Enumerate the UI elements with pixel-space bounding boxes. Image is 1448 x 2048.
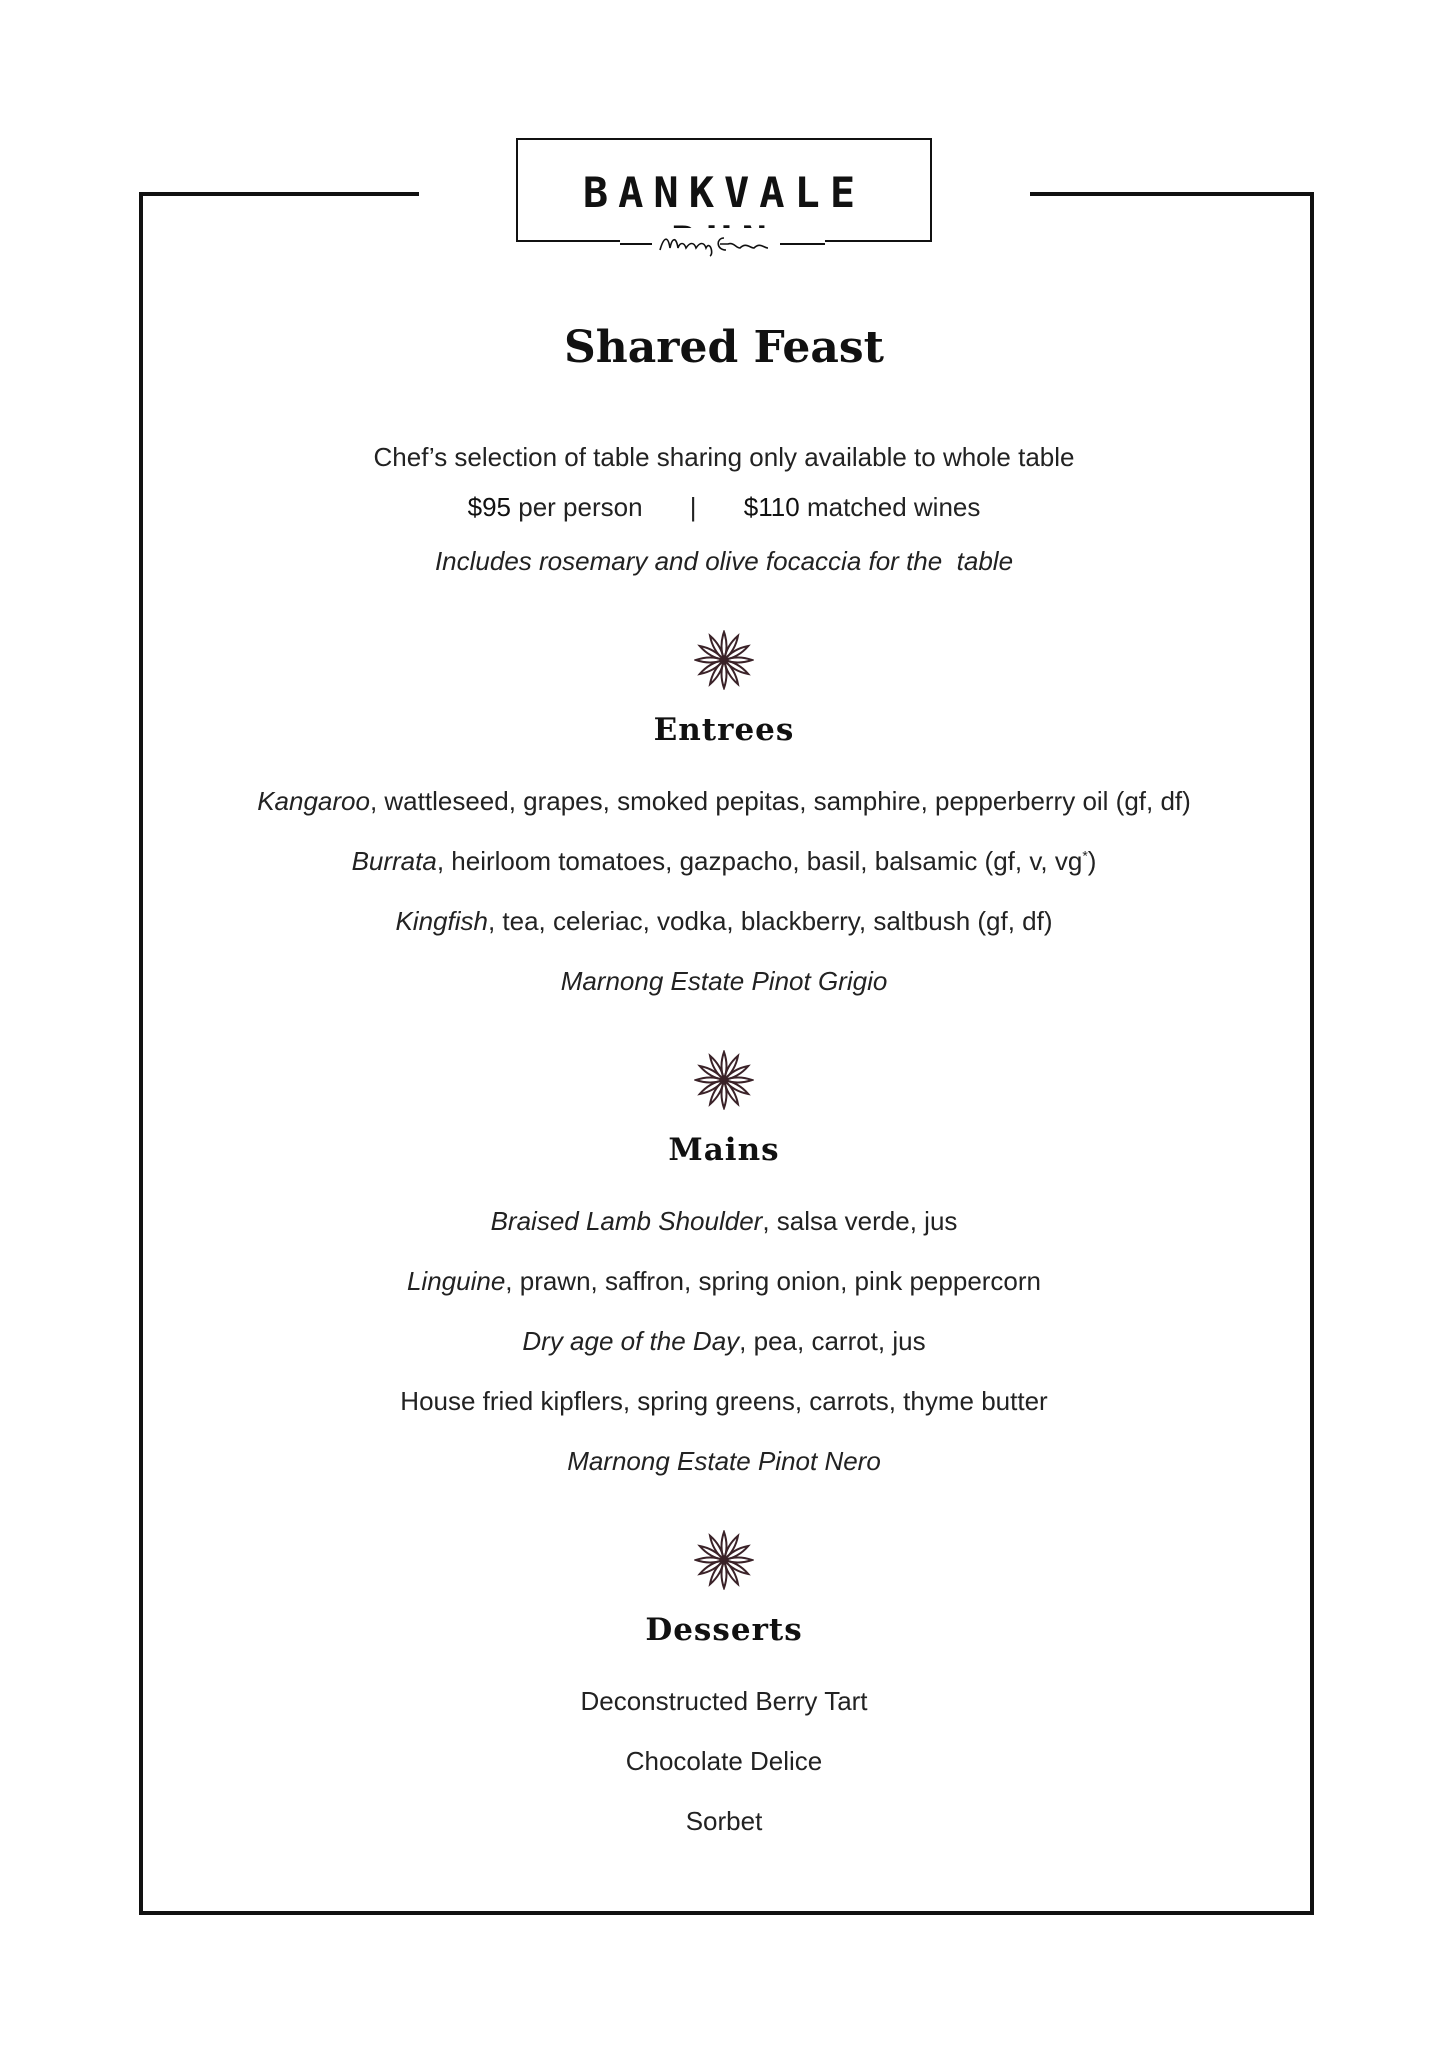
entrees-wine: Marnong Estate Pinot Grigio	[560, 966, 888, 996]
entree-item-desc: , heirloom tomatoes, gazpacho, basil, balsamic (gf, v, vg	[436, 846, 1083, 876]
desserts-heading: Desserts	[645, 1612, 803, 1648]
flower-ornament-icon	[694, 1530, 754, 1590]
main-item-desc: House fried kipflers, spring greens, carrots, thyme butter	[400, 1386, 1048, 1416]
page-title: Shared Feast	[564, 322, 884, 373]
price-separator: |	[689, 492, 697, 522]
entree-item	[0, 786, 1448, 817]
price-line	[0, 492, 1448, 523]
price-person-label: per person	[518, 492, 643, 522]
main-item-name: Braised Lamb Shoulder	[490, 1206, 763, 1236]
main-item-name: Dry age of the Day	[522, 1326, 740, 1356]
intro-note: Includes rosemary and olive focaccia for the table	[434, 546, 1014, 576]
main-item-desc: , pea, carrot, jus	[739, 1326, 926, 1356]
price-wine-label: matched wines	[806, 492, 981, 522]
entree-item-name: Burrata	[351, 846, 437, 876]
signature-script	[620, 228, 825, 258]
frame-bottom-border	[139, 1911, 1314, 1915]
frame-top-left-border	[139, 192, 419, 196]
brand-logo	[516, 138, 932, 266]
entree-item	[0, 906, 1448, 937]
price-person-amount: $95	[467, 492, 512, 522]
dessert-item: Deconstructed Berry Tart	[580, 1686, 868, 1716]
mains-wine: Marnong Estate Pinot Nero	[567, 1446, 881, 1476]
entree-item-desc: , tea, celeriac, vodka, blackberry, saltbush (gf, df)	[487, 906, 1053, 936]
price-wine-amount: $110	[743, 492, 800, 522]
main-item	[0, 1326, 1448, 1357]
entree-item-tail: )	[1087, 846, 1097, 876]
brand-name: BANKVALE RUN	[582, 168, 866, 266]
entree-item-sup: *	[1082, 847, 1088, 864]
entree-item-desc: , wattleseed, grapes, smoked pepitas, samphire, pepperberry oil (gf, df)	[369, 786, 1191, 816]
entree-item-name: Kangaroo	[257, 786, 370, 816]
main-item-desc: , prawn, saffron, spring onion, pink peppercorn	[505, 1266, 1042, 1296]
flower-ornament-icon	[694, 630, 754, 690]
dessert-item: Chocolate Delice	[625, 1746, 823, 1776]
frame-top-right-border	[1030, 192, 1314, 196]
entrees-heading: Entrees	[653, 712, 795, 748]
main-item	[0, 1266, 1448, 1297]
main-item	[0, 1206, 1448, 1237]
main-item	[0, 1386, 1448, 1417]
main-item-desc: , salsa verde, jus	[762, 1206, 958, 1236]
main-item-name: Linguine	[406, 1266, 506, 1296]
mains-heading: Mains	[668, 1132, 780, 1168]
intro-description: Chef’s selection of table sharing only available to whole table	[373, 442, 1075, 472]
entree-item	[0, 846, 1448, 877]
flower-ornament-icon	[694, 1050, 754, 1110]
dessert-item: Sorbet	[685, 1806, 763, 1836]
entree-item-name: Kingfish	[395, 906, 488, 936]
